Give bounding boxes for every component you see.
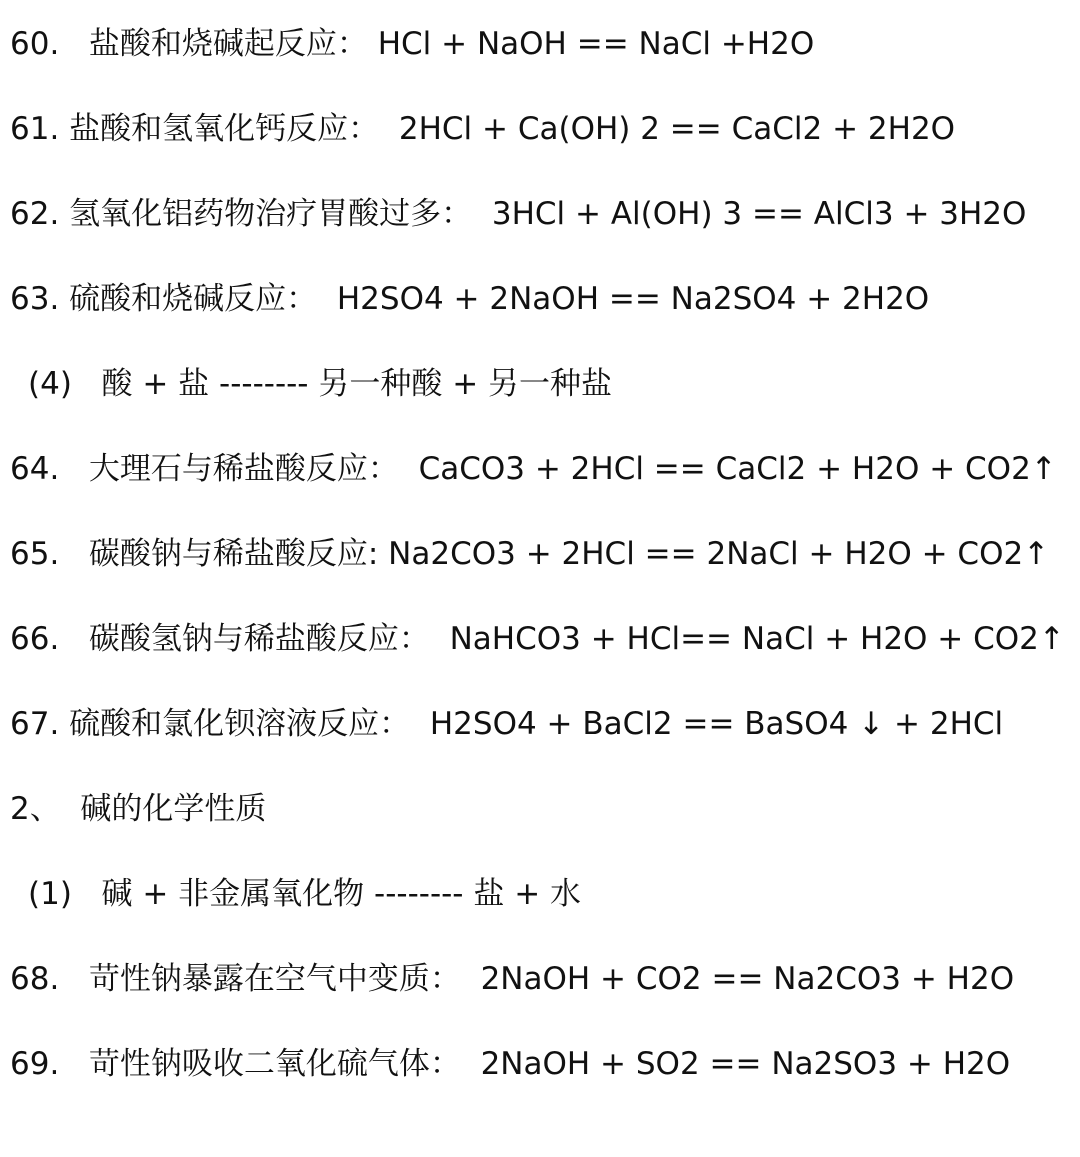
equation-line-68: 68. 苛性钠暴露在空气中变质： 2NaOH + CO2 == Na2CO3 + H2O (10, 961, 1015, 997)
section-title-base-properties: 2、 碱的化学性质 (10, 791, 267, 827)
equation-line-66: 66. 碳酸氢钠与稀盐酸反应： NaHCO3 + HCl== NaCl + H2O + CO2↑ (10, 621, 1065, 657)
section-heading-base-nonmetal-oxide: (1) 碱 + 非金属氧化物 -------- 盐 + 水 (28, 876, 582, 912)
section-heading-acid-salt: (4) 酸 + 盐 -------- 另一种酸 + 另一种盐 (28, 366, 613, 402)
equation-line-61: 61. 盐酸和氢氧化钙反应： 2HCl + Ca(OH) 2 == CaCl2 + 2H2O (10, 111, 956, 147)
equation-line-60: 60. 盐酸和烧碱起反应： HCl + NaOH == NaCl +H2O (10, 26, 815, 62)
equation-line-64: 64. 大理石与稀盐酸反应： CaCO3 + 2HCl == CaCl2 + H2O + CO2↑ (10, 451, 1057, 487)
equation-line-65: 65. 碳酸钠与稀盐酸反应: Na2CO3 + 2HCl == 2NaCl + H2O + CO2↑ (10, 536, 1050, 572)
equation-line-63: 63. 硫酸和烧碱反应： H2SO4 + 2NaOH == Na2SO4 + 2H2O (10, 281, 930, 317)
equation-line-62: 62. 氢氧化铝药物治疗胃酸过多： 3HCl + Al(OH) 3 == AlCl3 + 3H2O (10, 196, 1027, 232)
equation-line-69: 69. 苛性钠吸收二氧化硫气体： 2NaOH + SO2 == Na2SO3 + H2O (10, 1046, 1011, 1082)
equation-line-67: 67. 硫酸和氯化钡溶液反应： H2SO4 + BaCl2 == BaSO4 ↓ + 2HCl (10, 706, 1004, 742)
